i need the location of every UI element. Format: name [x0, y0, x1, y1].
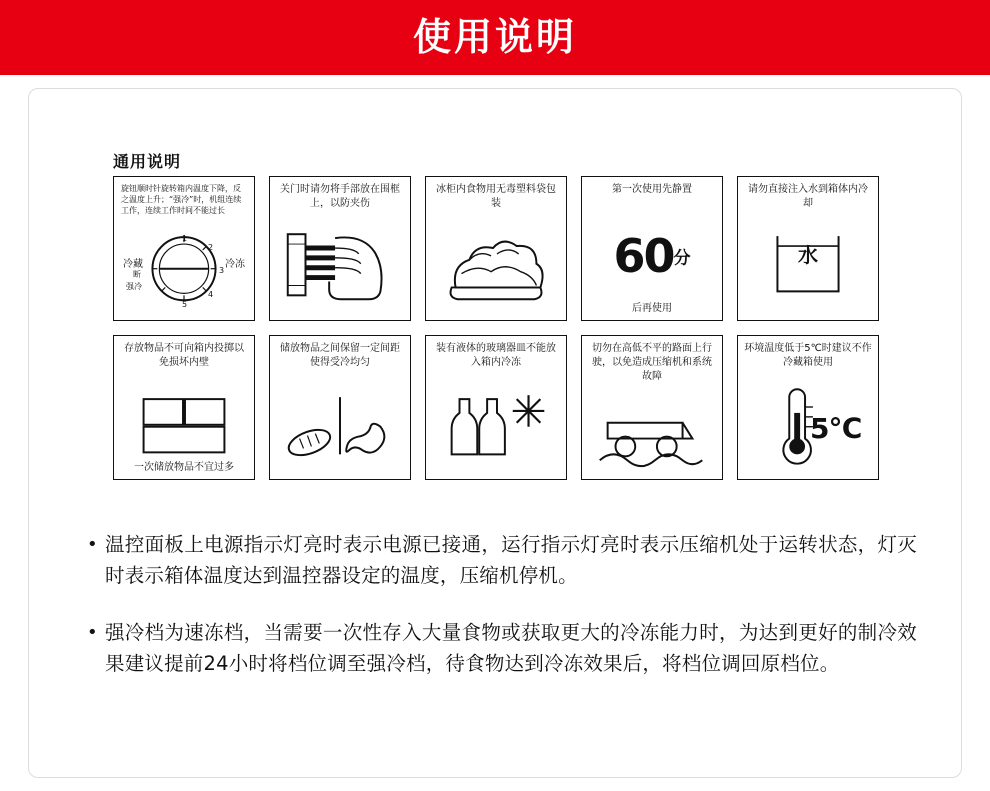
dial-tick-1: 1	[182, 234, 188, 243]
bullet-dot: •	[87, 534, 98, 555]
temperature-label: 5℃	[810, 412, 862, 445]
list-item	[87, 617, 917, 679]
dial-label-off: 断	[133, 270, 141, 279]
cell-ambient-below-5c	[737, 335, 879, 480]
cell-no-glass-liquid	[425, 335, 567, 480]
cell-caption-bottom: 一次储放物品不宜过多	[134, 462, 234, 473]
bullet-dot: •	[87, 622, 98, 643]
content-card	[28, 88, 962, 778]
dial-label-left: 冷藏	[123, 259, 143, 270]
dial-tick-4: 4	[208, 290, 214, 299]
cell-caption: 关门时请勿将手部放在围框上，以防夹伤	[280, 184, 400, 209]
cell-caption: 切勿在高低不平的路面上行驶，以免造成压缩机和系统故障	[592, 343, 712, 382]
list-item	[87, 529, 917, 591]
notes-list	[87, 529, 917, 705]
dial-tick-5: 5	[182, 300, 188, 309]
cell-no-throwing-items	[113, 335, 255, 480]
dial-tick-3: 3	[219, 266, 225, 275]
dial-tick-2: 2	[208, 243, 214, 252]
cell-caption: 冰柜内食物用无毒塑料袋包装	[436, 184, 556, 209]
cell-first-use-rest	[581, 176, 723, 321]
cell-caption-bottom: 后再使用	[632, 303, 672, 314]
cell-caption: 装有液体的玻璃器皿不能放入箱内冷冻	[436, 343, 556, 368]
cell-caption: 第一次使用先静置	[612, 184, 692, 195]
dial-label-strong: 强冷	[126, 282, 142, 291]
note-text: 温控面板上电源指示灯亮时表示电源已接通，运行指示灯亮时表示压缩机处于运转状态，灯灭时表示箱体温度达到温控器设定的温度，压缩机停机。	[105, 533, 917, 587]
cell-caption: 环境温度低于5℃时建议不作冷藏箱使用	[744, 343, 872, 368]
cell-keep-spacing	[269, 335, 411, 480]
note-text: 强冷档为速冻档，当需要一次性存入大量食物或获取更大的冷冻能力时，为达到更好的制冷效果建议提前24小时将档位调至强冷档，待食物达到冷冻效果后，将档位调回原档位。	[105, 621, 917, 675]
cell-caption: 旋钮顺时针旋转箱内温度下降，反之温度上升；“强冷”时，机组连续工作，连续工作时间不能过长	[121, 184, 242, 215]
rest-time-value	[582, 229, 722, 283]
cell-food-plastic-bag	[425, 176, 567, 321]
cell-caption: 请勿直接注入水到箱体内冷却	[748, 184, 868, 209]
section-title: 通用说明	[113, 152, 182, 171]
cell-thermostat-dial	[113, 176, 255, 321]
icon-grid	[113, 176, 883, 480]
cell-caption: 储放物品之间保留一定间距使得受冷均匀	[280, 343, 400, 368]
cell-door-hand-warning	[269, 176, 411, 321]
page-title: 使用说明	[412, 15, 577, 59]
cell-caption: 存放物品不可向箱内投掷以免损坏内壁	[124, 343, 244, 368]
water-label: 水	[798, 243, 818, 267]
cell-no-rough-road	[581, 335, 723, 480]
cell-no-water-pour	[737, 176, 879, 321]
dial-label-right: 冷冻	[225, 259, 245, 270]
rest-time-unit: 分	[673, 248, 691, 269]
rest-time-number: 60	[613, 229, 674, 283]
